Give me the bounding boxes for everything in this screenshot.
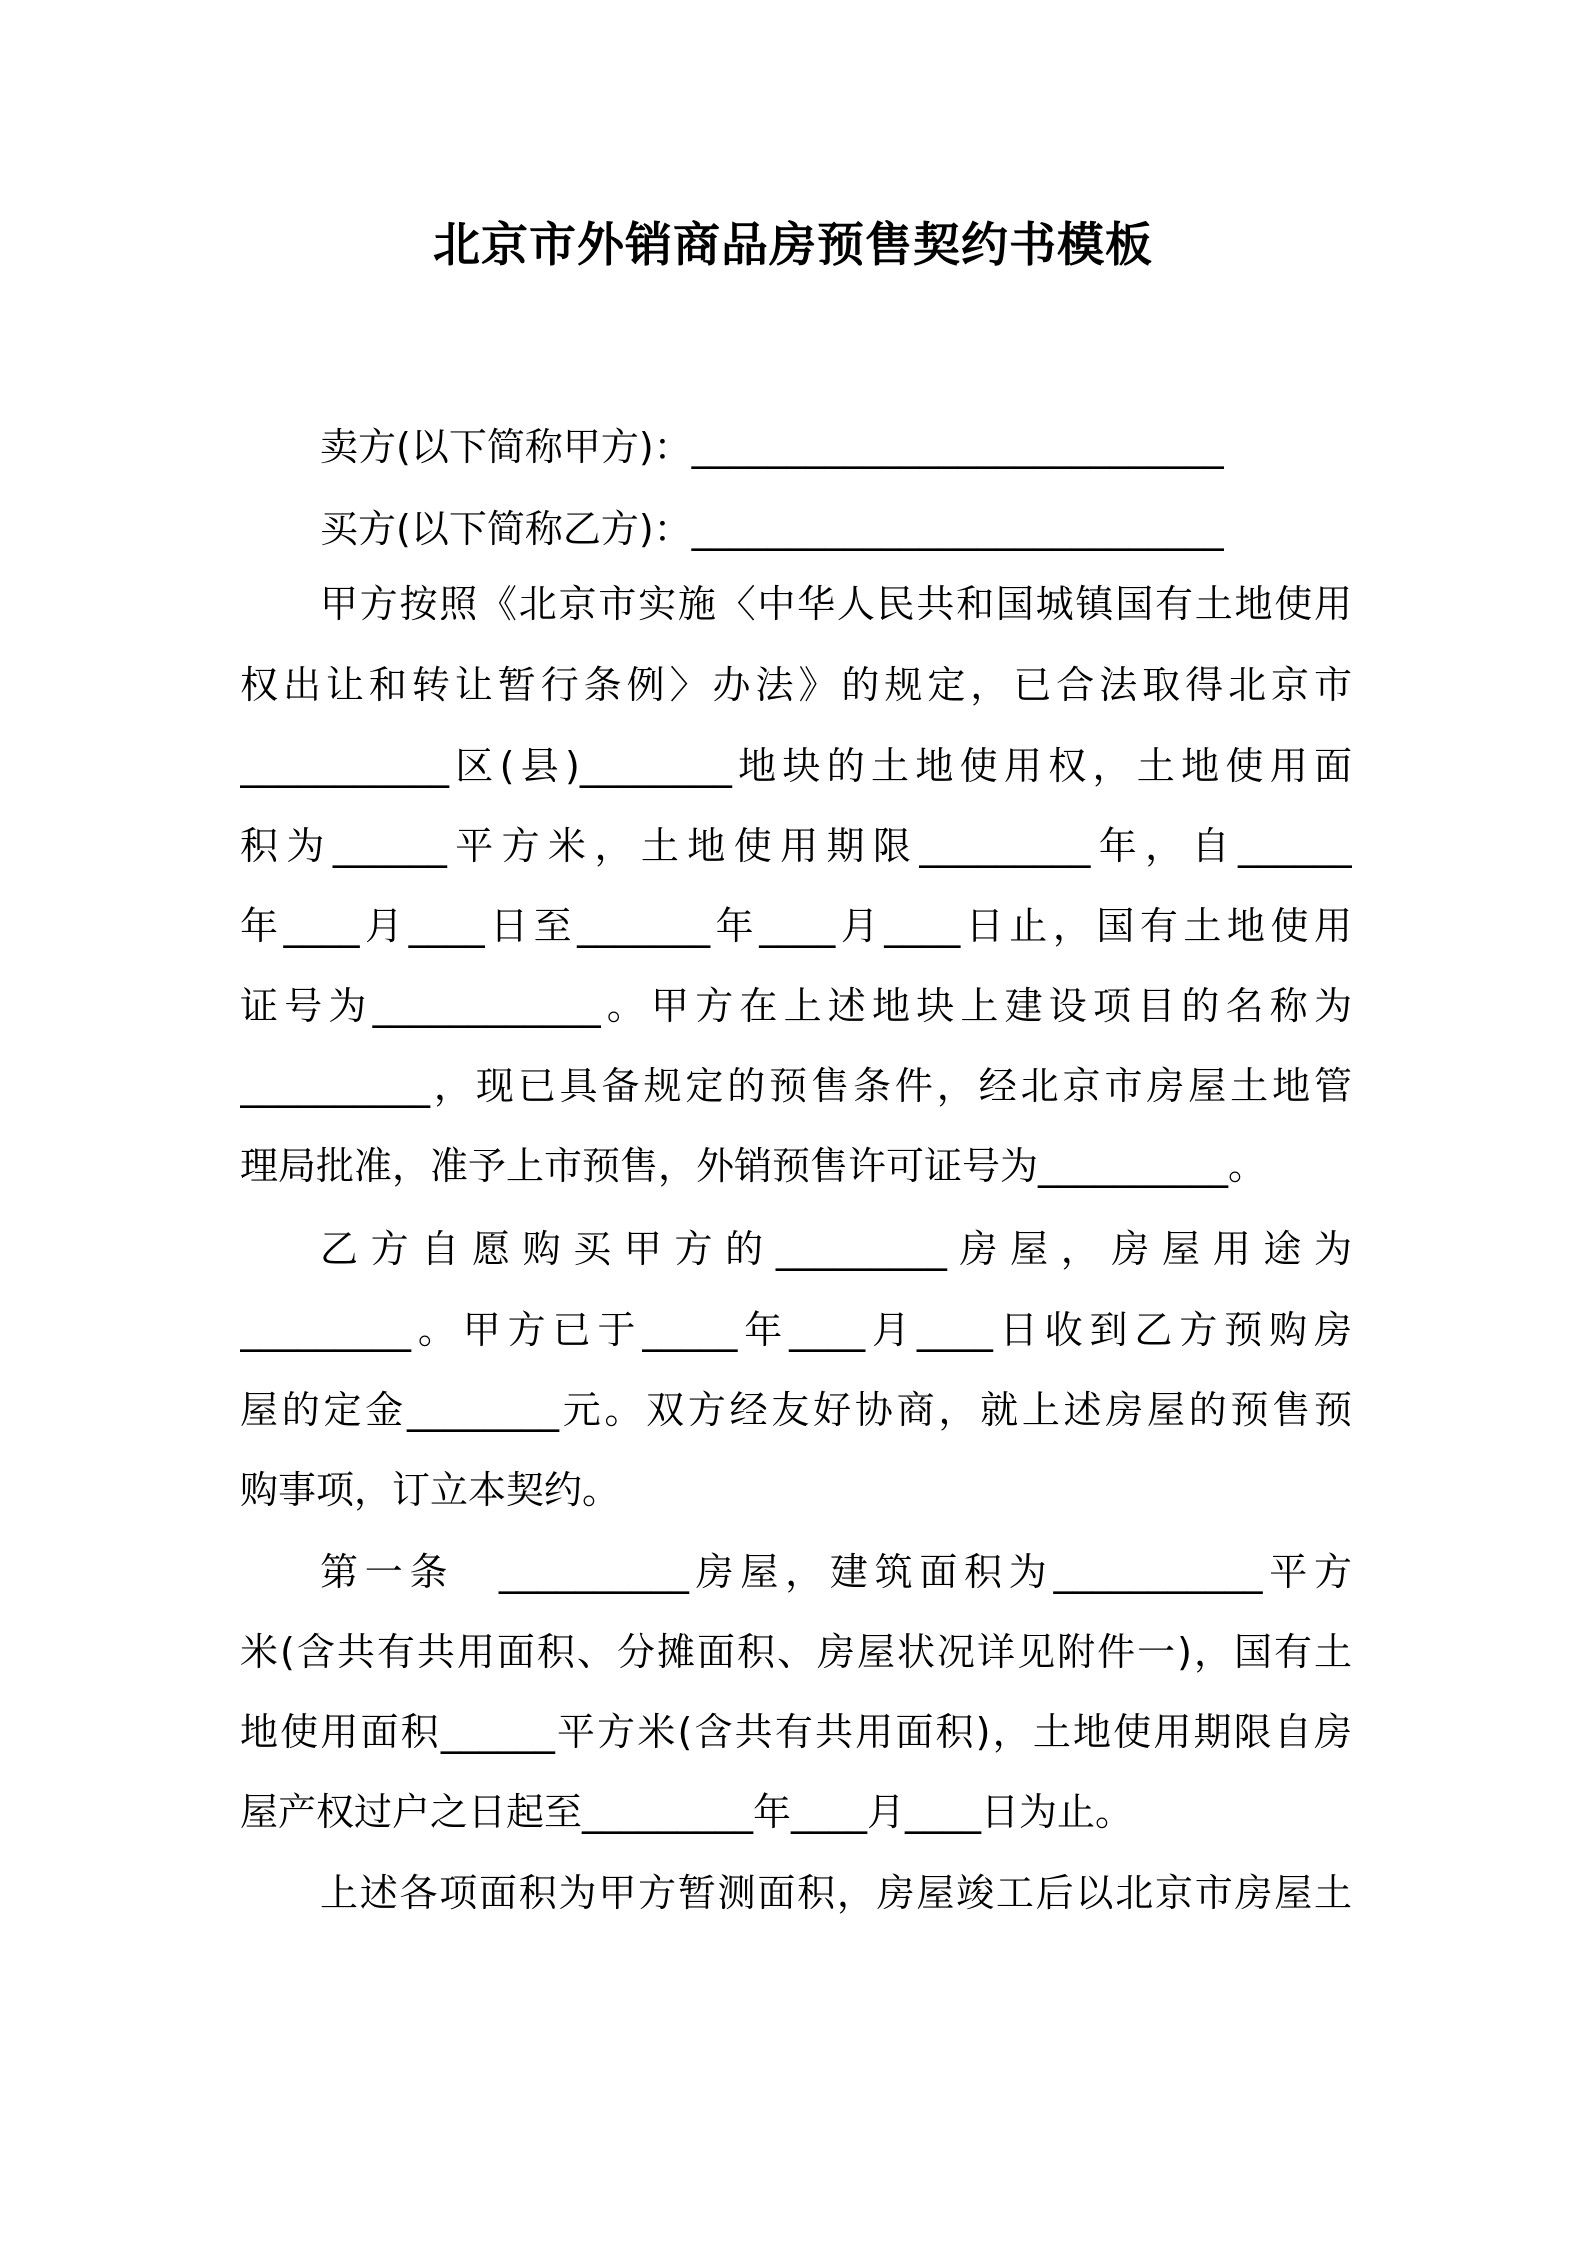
body-line: 卖方(以下简称甲方)：____________________________ xyxy=(320,425,1224,469)
body-line: 权出让和转让暂行条例〉办法》的规定，已合法取得北京市 xyxy=(240,663,1352,707)
body-line: __________，现已具备规定的预售条件，经北京市房屋土地管 xyxy=(240,1064,1352,1108)
body-line: 买方(以下简称乙方)：____________________________ xyxy=(320,507,1224,551)
body-line: 米(含共有共用面积、分摊面积、房屋状况详见附件一)，国有土 xyxy=(240,1630,1352,1674)
body-line: 第一条 __________房屋，建筑面积为___________平方 xyxy=(320,1550,1352,1594)
body-line: 证号为____________。甲方在上述地块上建设项目的名称为 xyxy=(240,984,1352,1028)
document-title: 北京市外销商品房预售契约书模板 xyxy=(433,218,1153,273)
body-line: 理局批准，准予上市预售，外销预售许可证号为__________。 xyxy=(240,1144,1267,1188)
body-line: ___________区(县)________地块的土地使用权，土地使用面 xyxy=(240,744,1352,788)
body-line: 屋的定金________元。双方经友好协商，就上述房屋的预售预 xyxy=(240,1388,1352,1432)
body-line: 乙方自愿购买甲方的_________房屋，房屋用途为 xyxy=(320,1227,1352,1271)
body-line: 地使用面积______平方米(含共有共用面积)，土地使用期限自房 xyxy=(240,1710,1352,1754)
body-line: 年____月____日至_______年____月____日止，国有土地使用 xyxy=(240,904,1352,948)
body-line: 购事项，订立本契约。 xyxy=(240,1468,621,1512)
body-line: 甲方按照《北京市实施〈中华人民共和国城镇国有土地使用 xyxy=(320,582,1352,626)
body-line: 屋产权过户之日起至_________年____月____日为止。 xyxy=(240,1790,1134,1834)
body-line: _________。甲方已于_____年____月____日收到乙方预购房 xyxy=(240,1308,1352,1352)
body-line: 积为______平方米，土地使用期限_________年，自______ xyxy=(240,824,1352,868)
body-line: 上述各项面积为甲方暂测面积，房屋竣工后以北京市房屋土 xyxy=(320,1871,1352,1915)
